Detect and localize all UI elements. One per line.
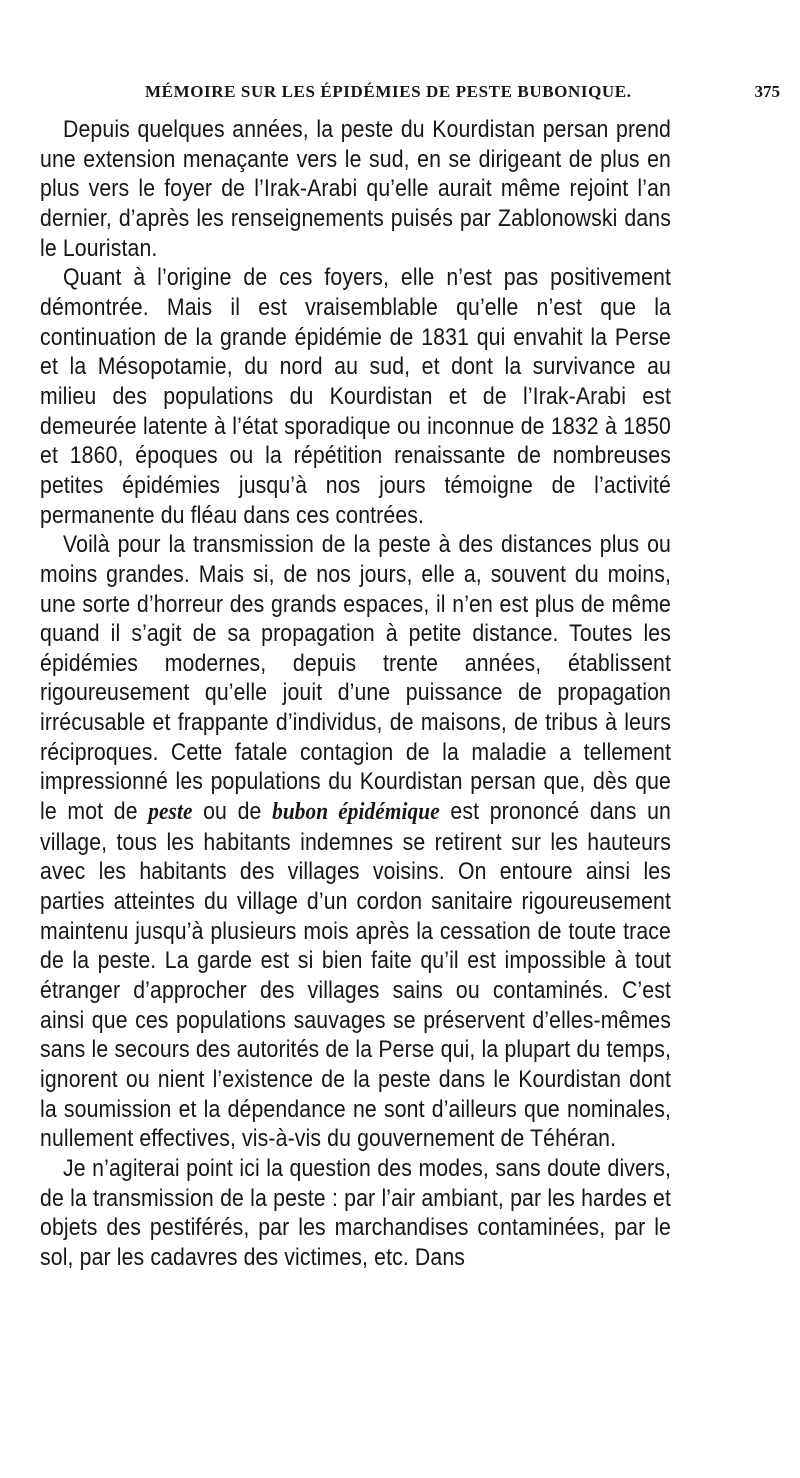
paragraph-4 (40, 1154, 671, 1273)
paragraph-3 (40, 530, 671, 1154)
paragraph-4-text: Je n’agiterai point ici la question des modes, sans doute divers, de la transmission de la peste : par l’air ambiant, par les hardes et objets des pestiférés, par les marchandises contaminées, par le sol, par les cadavres des victimes, etc. Dans (40, 1154, 672, 1271)
page-number: 375 (754, 82, 780, 101)
paragraph-2 (40, 263, 671, 530)
paragraph-1-text: Depuis quelques années, la peste du Kourdistan persan prend une extension menaçante vers le sud, en se dirigeant de plus en plus vers le foyer de l’Irak-Arabi qu’elle aurait même rejoint l’an dernier, d’après les renseignements puisés par Zablonowski dans le Louristan. (40, 116, 672, 262)
paragraph-3-text-middle: ou de (203, 798, 262, 826)
paragraph-2-text: Quant à l’origine de ces foyers, elle n’est pas positivement démontrée. Mais il est vraisemblable qu’elle n’est que la continuation de la grande épidémie de 1831 qui envahit la Perse et la Mésopotamie, du nord au sud, et dont la survivance au milieu des populations du Kourdistan et de l’Irak-Arabi est demeurée latente à l’état sporadique ou inconnue de 1832 à 1850 et 1860, époques ou la répétition renaissante de nombreuses petites épidémies jusqu’à nos jours témoigne de l’activité permanente du fléau dans ces contrées. (40, 264, 672, 529)
paragraph-3-text-start: Voilà pour la transmission de la peste à des distances plus ou moins grandes. Mais si, de nos jours, elle a, souvent du moins, une sorte d’horreur des grands espaces, il n’en est plus de même quand il s’agit de sa propagation à petite distance. Toutes les épidémies modernes, depuis trente années, établissent rigoureusement qu’elle jouit d’une puissance de propagation irrécusable et frappante d’individus, de maisons, de tribus à leurs réciproques. Cette fatale contagion de la maladie a tellement impressionné les populations du Kourdistan persan que, dès que le mot de (40, 531, 672, 826)
paragraph-1 (40, 115, 671, 263)
running-header (90, 82, 780, 110)
italic-term-bubon-epidemique: bubon épidémique (272, 799, 440, 826)
body-text (40, 115, 671, 1273)
paragraph-3-text-end: est prononcé dans un village, tous les habitants indemnes se retirent sur les hauteurs avec les habitants des villages voisins. On entoure ainsi les parties atteintes du village d’un cordon sanitaire rigoureusement maintenu jusqu’à plusieurs mois après la cessation de toute trace de la peste. La garde est si bien faite qu’il est impossible à tout étranger d’approcher des villages sains ou contaminés. C’est ainsi que ces populations sauvages se préservent d’elles-mêmes sans le secours des autorités de la Perse qui, la plupart du temps, ignorent ou nient l’existence de la peste dans le Kourdistan dont la soumission et la dépendance ne sont d’ailleurs que nominales, nullement effectives, vis-à-vis du gouvernement de Téhéran. (40, 798, 672, 1153)
italic-term-peste: peste (148, 799, 193, 826)
running-title: MÉMOIRE SUR LES ÉPIDÉMIES DE PESTE BUBONIQUE. (145, 82, 632, 101)
